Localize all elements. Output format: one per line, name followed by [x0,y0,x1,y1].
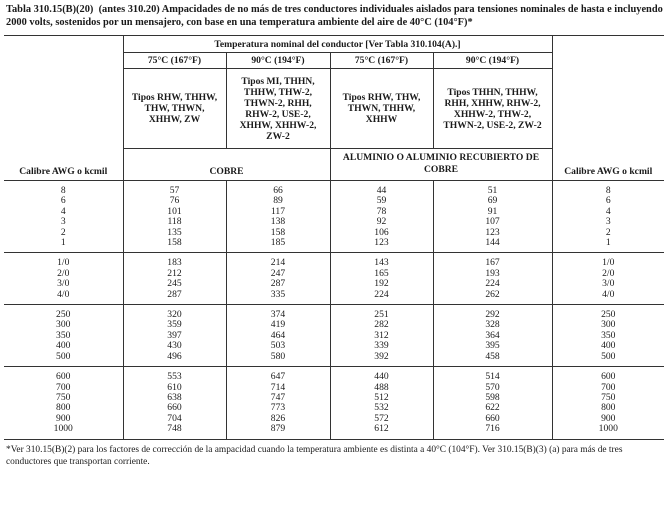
aluminum-75-cell: 512 [330,393,433,403]
table-row [4,181,664,197]
copper-75-cell: 430 [123,341,226,351]
temp-75-copper: 75°C (167°F) [123,53,226,69]
table-row [4,305,664,321]
size-header-left: Calibre AWG o kcmil [4,36,123,181]
copper-90-cell: 826 [226,414,330,424]
type-line: THWN-2, RHH, [244,97,312,109]
size-cell: 300 [4,320,123,330]
size-cell: 1000 [4,424,123,439]
size-cell: 1/0 [4,253,123,269]
copper-75-cell: 660 [123,403,226,413]
type-line: XHHW, ZW [148,114,201,125]
size-cell: 350 [552,331,664,341]
copper-75-cell: 212 [123,269,226,279]
copper-90-cell: 773 [226,403,330,413]
table-row [4,331,664,341]
copper-75-cell: 118 [123,217,226,227]
aluminum-90-cell: 91 [433,207,552,217]
aluminum-header-line: COBRE [423,163,459,175]
copper-90-cell: 138 [226,217,330,227]
aluminum-75-cell: 224 [330,290,433,305]
table-footnote: *Ver 310.15(B)(2) para los factores de corrección de la ampacidad cuando la temperatura ambiente es distinta a 40°C (104°F). Ver 310.15(B)(3) (a) para más de tres conductores que transportan corriente. [6,444,623,468]
size-cell: 400 [552,341,664,351]
table-row [4,253,664,269]
temperature-rating-header: Temperatura nominal del conductor [Ver Tabla 310.104(A).] [123,36,552,53]
copper-75-cell: 359 [123,320,226,330]
aluminum-90-cell: 622 [433,403,552,413]
size-cell: 6 [4,196,123,206]
table-caption [6,3,664,29]
copper-75-cell: 610 [123,383,226,393]
aluminum-75-cell: 192 [330,279,433,289]
aluminum-90-cell: 69 [433,196,552,206]
aluminum-75-cell: 143 [330,253,433,269]
aluminum-75-cell: 165 [330,269,433,279]
copper-75-cell: 553 [123,367,226,383]
temp-90-aluminum: 90°C (194°F) [433,53,552,69]
aluminum-75-cell: 78 [330,207,433,217]
copper-75-cell: 158 [123,238,226,253]
row-group-awg-small [4,181,664,253]
size-cell: 400 [4,341,123,351]
copper-90-cell: 879 [226,424,330,439]
type-line: XHHW, XHHW-2, [239,119,317,131]
size-cell: 6 [552,196,664,206]
copper-75-cell: 287 [123,290,226,305]
size-cell: 750 [552,393,664,403]
aluminum-90-cell: 514 [433,367,552,383]
copper-75-cell: 748 [123,424,226,439]
copper-75-cell: 76 [123,196,226,206]
type-line: THW, THWN, [144,103,205,114]
size-cell: 1 [4,238,123,253]
size-cell: 1 [552,238,664,253]
table-row [4,279,664,289]
aluminum-75-cell: 612 [330,424,433,439]
copper-90-cell: 374 [226,305,330,321]
size-cell: 500 [552,352,664,367]
table-row [4,341,664,351]
table-row [4,403,664,413]
aluminum-90-cell: 144 [433,238,552,253]
aluminum-75-cell: 392 [330,352,433,367]
table-row [4,367,664,383]
table-row [4,269,664,279]
copper-75-cell: 183 [123,253,226,269]
aluminum-75-cell: 440 [330,367,433,383]
size-cell: 4 [4,207,123,217]
aluminum-75-cell: 488 [330,383,433,393]
table-title: (antes 310.20) Ampacidades de no más de tres conductores individuales aislados para tensiones nominales de hasta e incluyendo 2000 volts, sostenidos por un mensajero, con base en una temperatura ambiente del aire de 40°C (104°F)* [6,4,663,28]
copper-90-cell: 185 [226,238,330,253]
type-line: XHHW-2, THW-2, [453,108,532,120]
size-cell: 4/0 [4,290,123,305]
size-cell: 3 [552,217,664,227]
aluminum-75-cell: 251 [330,305,433,321]
types-aluminum-90 [433,69,552,149]
copper-75-cell: 704 [123,414,226,424]
size-cell: 2 [552,228,664,238]
table-row [4,424,664,439]
aluminum-75-cell: 106 [330,228,433,238]
size-cell: 750 [4,393,123,403]
copper-90-cell: 580 [226,352,330,367]
copper-90-cell: 647 [226,367,330,383]
table-row [4,228,664,238]
aluminum-90-cell: 570 [433,383,552,393]
aluminum-90-cell: 51 [433,181,552,197]
aluminum-90-cell: 395 [433,341,552,351]
size-cell: 1/0 [552,253,664,269]
aluminum-75-cell: 123 [330,238,433,253]
aluminum-90-cell: 292 [433,305,552,321]
table-row [4,238,664,253]
size-cell: 3/0 [552,279,664,289]
type-line: ZW-2 [266,130,290,142]
copper-75-cell: 101 [123,207,226,217]
types-copper-75 [123,69,226,149]
aluminum-75-cell: 44 [330,181,433,197]
table-row [4,196,664,206]
aluminum-75-cell: 532 [330,403,433,413]
copper-75-cell: 397 [123,331,226,341]
size-cell: 900 [552,414,664,424]
aluminum-75-cell: 59 [330,196,433,206]
size-cell: 700 [4,383,123,393]
row-group-kcmil-large [4,367,664,439]
size-header-right: Calibre AWG o kcmil [552,36,664,181]
table-row [4,414,664,424]
copper-90-cell: 247 [226,269,330,279]
aluminum-90-cell: 262 [433,290,552,305]
aluminum-90-cell: 458 [433,352,552,367]
type-line: Tipos RHW, THW, [342,92,421,103]
copper-75-cell: 496 [123,352,226,367]
copper-75-cell: 135 [123,228,226,238]
size-cell: 300 [552,320,664,330]
size-cell: 250 [4,305,123,321]
type-line: Tipos MI, THHN, [241,75,315,87]
size-cell: 800 [4,403,123,413]
aluminum-90-cell: 716 [433,424,552,439]
document-page [4,0,664,469]
table-row [4,383,664,393]
size-cell: 2/0 [4,269,123,279]
aluminum-75-cell: 572 [330,414,433,424]
aluminum-header [330,149,552,181]
table-row [4,217,664,227]
type-line: RHH, XHHW, RHW-2, [444,97,541,109]
aluminum-90-cell: 193 [433,269,552,279]
row-group-awg-large [4,253,664,305]
size-cell: 8 [4,181,123,197]
temp-90-copper: 90°C (194°F) [226,53,330,69]
copper-90-cell: 89 [226,196,330,206]
aluminum-90-cell: 364 [433,331,552,341]
copper-90-cell: 158 [226,228,330,238]
size-cell: 3 [4,217,123,227]
size-cell: 4/0 [552,290,664,305]
temp-75-aluminum: 75°C (167°F) [330,53,433,69]
size-cell: 1000 [552,424,664,439]
size-cell: 8 [552,181,664,197]
size-cell: 2/0 [552,269,664,279]
size-cell: 250 [552,305,664,321]
type-line: Tipos THHN, THHW, [447,86,538,98]
size-cell: 600 [4,367,123,383]
type-line: THWN-2, USE-2, ZW-2 [443,119,542,131]
size-cell: 800 [552,403,664,413]
size-cell: 3/0 [4,279,123,289]
aluminum-90-cell: 660 [433,414,552,424]
size-cell: 600 [552,367,664,383]
size-cell: 350 [4,331,123,341]
aluminum-75-cell: 312 [330,331,433,341]
copper-90-cell: 464 [226,331,330,341]
copper-90-cell: 335 [226,290,330,305]
aluminum-75-cell: 339 [330,341,433,351]
copper-90-cell: 747 [226,393,330,403]
aluminum-90-cell: 598 [433,393,552,403]
copper-75-cell: 638 [123,393,226,403]
copper-90-cell: 714 [226,383,330,393]
table-row [4,352,664,367]
table-row [4,207,664,217]
copper-75-cell: 57 [123,181,226,197]
size-cell: 900 [4,414,123,424]
aluminum-75-cell: 282 [330,320,433,330]
types-aluminum-75 [330,69,433,149]
copper-header: COBRE [123,149,330,181]
aluminum-90-cell: 167 [433,253,552,269]
type-line: THHW, THW-2, [243,86,313,98]
aluminum-90-cell: 328 [433,320,552,330]
aluminum-90-cell: 107 [433,217,552,227]
copper-90-cell: 214 [226,253,330,269]
aluminum-90-cell: 123 [433,228,552,238]
types-copper-90 [226,69,330,149]
copper-90-cell: 117 [226,207,330,217]
ampacity-table [4,35,664,440]
copper-90-cell: 66 [226,181,330,197]
aluminum-90-cell: 224 [433,279,552,289]
size-cell: 700 [552,383,664,393]
copper-90-cell: 503 [226,341,330,351]
aluminum-header-line: ALUMINIO O ALUMINIO RECUBIERTO DE [342,151,540,163]
row-group-kcmil-mid [4,305,664,367]
table-row [4,393,664,403]
copper-90-cell: 287 [226,279,330,289]
table-number: Tabla 310.15(B)(20) [6,4,94,15]
copper-75-cell: 245 [123,279,226,289]
type-line: RHW-2, USE-2, [245,108,311,120]
table-row [4,290,664,305]
type-line: XHHW [365,114,398,125]
copper-75-cell: 320 [123,305,226,321]
size-cell: 500 [4,352,123,367]
copper-90-cell: 419 [226,320,330,330]
size-cell: 2 [4,228,123,238]
type-line: THWN, THHW, [347,103,416,114]
size-cell: 4 [552,207,664,217]
table-row [4,320,664,330]
aluminum-75-cell: 92 [330,217,433,227]
type-line: Tipos RHW, THHW, [131,92,218,103]
